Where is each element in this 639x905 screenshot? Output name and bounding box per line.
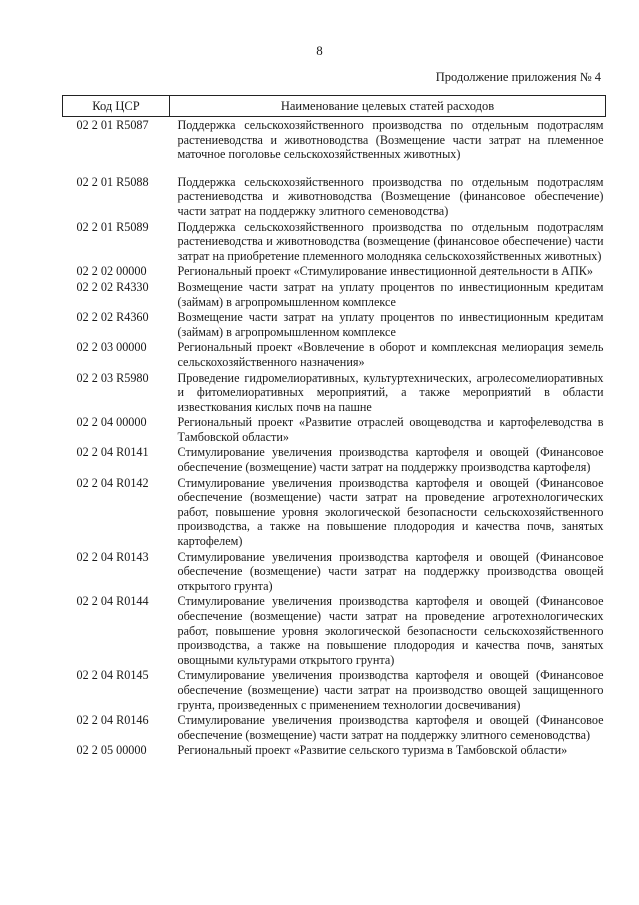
row-name: Стимулирование увеличения производства картофеля и овощей (Финансовое обеспечение (возмещение) части затрат на поддержку элитного семеноводства) [177,713,604,742]
row-code: 02 2 02 R4330 [76,279,149,294]
row-name: Стимулирование увеличения производства картофеля и овощей (Финансовое обеспечение (возмещение) части затрат на производство овощей защищенного грунта, произведенных с применением технологии досвечивания) [177,668,604,712]
row-code: 02 2 04 R0146 [76,713,149,728]
page-number: 8 [316,43,323,58]
row-name: Возмещение части затрат на уплату процентов по инвестиционным кредитам (займам) в агропромышленном комплексе [177,279,604,309]
row-name: Возмещение части затрат на уплату процентов по инвестиционным кредитам (займам) в агропромышленном комплексе [177,310,604,339]
table-row [63,264,606,280]
row-code: 02 2 04 R0143 [76,549,149,564]
row-name: Поддержка сельскохозяйственного производства по отдельным подотраслям растениеводства и животноводства (Возмещение (финансовое обеспечение) части затрат на поддержку элитного семеноводства) [177,174,604,218]
row-name: Стимулирование увеличения производства картофеля и овощей (Финансовое обеспечение (возмещение) части затрат на поддержку производства картофеля) [177,445,604,475]
row-name: Региональный проект «Вовлечение в оборот и комплексная мелиорация земель сельскохозяйственного назначения» [177,340,604,369]
header-code: Код ЦСР [63,96,170,117]
row-name: Поддержка сельскохозяйственного производства по отдельным подотраслям растениеводства и животноводства (Возмещение части затрат на племенное маточное поголовье сельскохозяйственных животных) [177,118,604,162]
table-row [63,550,606,595]
row-code: 02 2 04 R0144 [76,594,149,609]
table-row [63,743,606,759]
row-name: Поддержка сельскохозяйственного производства по отдельным подотраслям растениеводства и животноводства (возмещение (финансовое обеспечение) части затрат на приобретение племенного молодняка сельскохозяйственных животных) [177,219,604,263]
row-name: Проведение гидромелиоративных, культуртехнических, агролесомелиоративных и фитомелиоративных мероприятий, а также мероприятий в области известкования кислых почв на пашне [177,370,604,414]
row-name: Стимулирование увеличения производства картофеля и овощей (Финансовое обеспечение (возмещение) части затрат на поддержку производства овощей открытого грунта) [177,549,604,593]
row-code: 02 2 04 R0142 [76,475,149,490]
table-row [63,220,606,265]
table-row [63,713,606,743]
table-row [63,371,606,416]
target-articles-table [62,95,606,759]
row-code: 02 2 02 R4360 [76,310,149,325]
table-header-row [63,96,606,117]
table-row [63,594,606,668]
row-code: 02 2 03 00000 [76,340,147,355]
table-row [63,415,606,445]
row-code: 02 2 01 R5087 [76,118,149,132]
table-row [63,340,606,370]
row-name: Региональный проект «Стимулирование инвестиционной деятельности в АПК» [177,264,593,279]
row-code: 02 2 03 R5980 [76,370,149,385]
table-row [63,476,606,550]
row-name: Региональный проект «Развитие сельского туризма в Тамбовской области» [177,743,568,758]
row-code: 02 2 01 R5089 [76,219,149,234]
row-code: 02 2 05 00000 [76,743,147,758]
table-row [63,117,606,175]
row-code: 02 2 04 R0141 [76,445,149,460]
appendix-continuation: Продолжение приложения № 4 [435,70,601,84]
table-row [63,668,606,713]
row-name: Стимулирование увеличения производства картофеля и овощей (Финансовое обеспечение (возмещение) части затрат на проведение агротехнологических работ, повышение уровня экологической безопасности сельскохозяйственного производства, а также на повышение плодородия и качества почв, занятых картофелем) [177,475,604,549]
table-row [63,175,606,220]
row-name: Региональный проект «Развитие отраслей овощеводства и картофелеводства в Тамбовской области» [177,415,604,444]
table-row [63,445,606,475]
row-name: Стимулирование увеличения производства картофеля и овощей (Финансовое обеспечение (возмещение) части затрат на проведение агротехнологических работ, повышение уровня экологической безопасности сельскохозяйственного производства, а также на повышение плодородия и качества почв, занятых овощными культурами открытого грунта) [177,594,604,667]
row-code: 02 2 04 R0145 [76,668,149,683]
header-name: Наименование целевых статей расходов [170,96,606,117]
row-code: 02 2 01 R5088 [76,174,149,189]
row-code: 02 2 02 00000 [76,264,147,279]
table-row [63,310,606,340]
table-row [63,280,606,310]
row-code: 02 2 04 00000 [76,415,147,430]
